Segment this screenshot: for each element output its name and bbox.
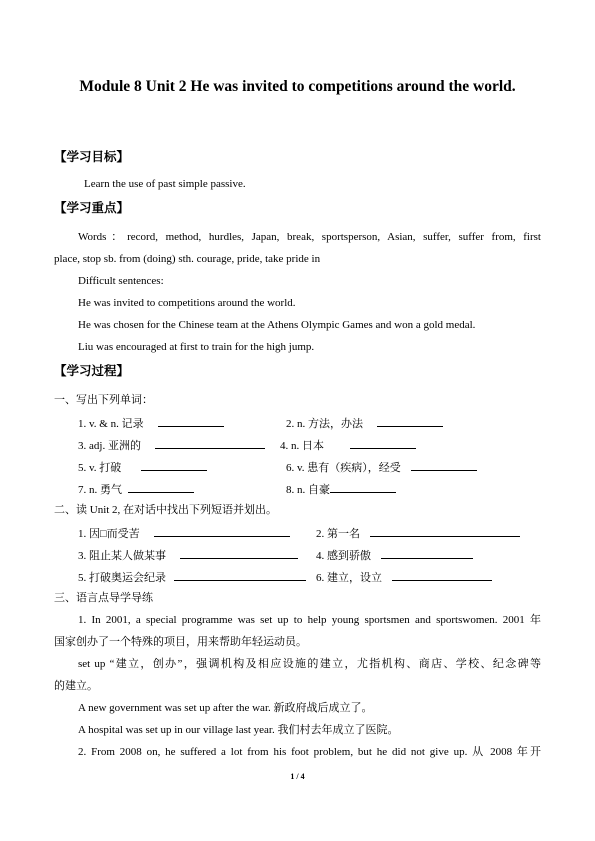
word-item-2: 2. n. 方法，办法 <box>286 415 443 431</box>
answer-blank[interactable] <box>154 525 290 537</box>
answer-blank[interactable] <box>128 481 194 493</box>
part1-heading: 一、写出下列单词： <box>54 394 153 406</box>
word-item-1: 1. v. & n. 记录 <box>78 415 224 431</box>
point2-line-1: 2. From 2008 on, he suffered a lot from his foot problem, but he did not give up. 从 2008 年开 <box>78 746 541 758</box>
answer-blank[interactable] <box>158 415 224 427</box>
example-sentence-1: A new government was set up after the war. 新政府战后成立了。 <box>78 702 373 714</box>
answer-blank[interactable] <box>330 481 396 493</box>
goal-heading: 【学习目标】 <box>54 149 130 164</box>
answer-blank[interactable] <box>350 437 416 449</box>
answer-blank[interactable] <box>155 437 265 449</box>
answer-blank[interactable] <box>370 525 520 537</box>
words-line-2: place, stop sb. from (doing) sth. courage, pride, take pride in <box>54 253 321 265</box>
word-item-4: 4. n. 日本 <box>280 437 416 453</box>
setup-explain-line-1: set up “建立，创办”，强调机构及相应设施的建立，尤指机构、商店、学校、纪念碑等 <box>78 658 541 670</box>
answer-blank[interactable] <box>174 569 306 581</box>
setup-explain-line-2: 的建立。 <box>54 680 98 692</box>
words-line-1: Words：record, method, hurdles, Japan, break, sportsperson, Asian, suffer, suffer from, first <box>78 231 541 243</box>
answer-blank[interactable] <box>377 415 443 427</box>
phrase-item-4: 4. 感到骄傲 <box>316 547 473 563</box>
page-number: 1 / 4 <box>290 772 305 781</box>
phrase-item-3: 3. 阻止某人做某事 <box>78 547 298 563</box>
goal-text: Learn the use of past simple passive. <box>84 178 246 190</box>
difficult-sentence-3: Liu was encouraged at first to train for the high jump. <box>78 341 315 353</box>
point1-line-1: 1. In 2001, a special programme was set up to help young sportsmen and sportswomen. 2001 年 <box>78 614 541 626</box>
word-item-7: 7. n. 勇气 <box>78 481 194 497</box>
phrase-item-2: 2. 第一名 <box>316 525 520 541</box>
key-heading: 【学习重点】 <box>54 200 130 215</box>
example-sentence-2: A hospital was set up in our village last year. 我们村去年成立了医院。 <box>78 724 399 736</box>
process-heading: 【学习过程】 <box>54 363 130 378</box>
page-title: Module 8 Unit 2 He was invited to competitions around the world. <box>79 78 516 95</box>
phrase-item-1: 1. 因□而受苦 <box>78 525 290 541</box>
answer-blank[interactable] <box>141 459 207 471</box>
word-item-6: 6. v. 患有（疾病），经受 <box>286 459 477 475</box>
point1-line-2: 国家创办了一个特殊的项目，用来帮助年轻运动员。 <box>54 636 307 648</box>
word-item-5: 5. v. 打破 <box>78 459 207 475</box>
difficult-sentence-2: He was chosen for the Chinese team at the Athens Olympic Games and won a gold medal. <box>78 319 476 331</box>
phrase-item-6: 6. 建立，设立 <box>316 569 492 585</box>
word-item-8: 8. n. 自豪 <box>286 481 396 497</box>
answer-blank[interactable] <box>392 569 492 581</box>
answer-blank[interactable] <box>381 547 473 559</box>
answer-blank[interactable] <box>411 459 477 471</box>
difficult-label: Difficult sentences: <box>78 275 164 287</box>
part2-heading: 二、读 Unit 2, 在对话中找出下列短语并划出。 <box>54 504 278 516</box>
part3-heading: 三、语言点导学导练 <box>54 592 153 604</box>
difficult-sentence-1: He was invited to competitions around the world. <box>78 297 296 309</box>
answer-blank[interactable] <box>180 547 298 559</box>
phrase-item-5: 5. 打破奥运会纪录 <box>78 569 306 585</box>
word-item-3: 3. adj. 亚洲的 <box>78 437 265 453</box>
